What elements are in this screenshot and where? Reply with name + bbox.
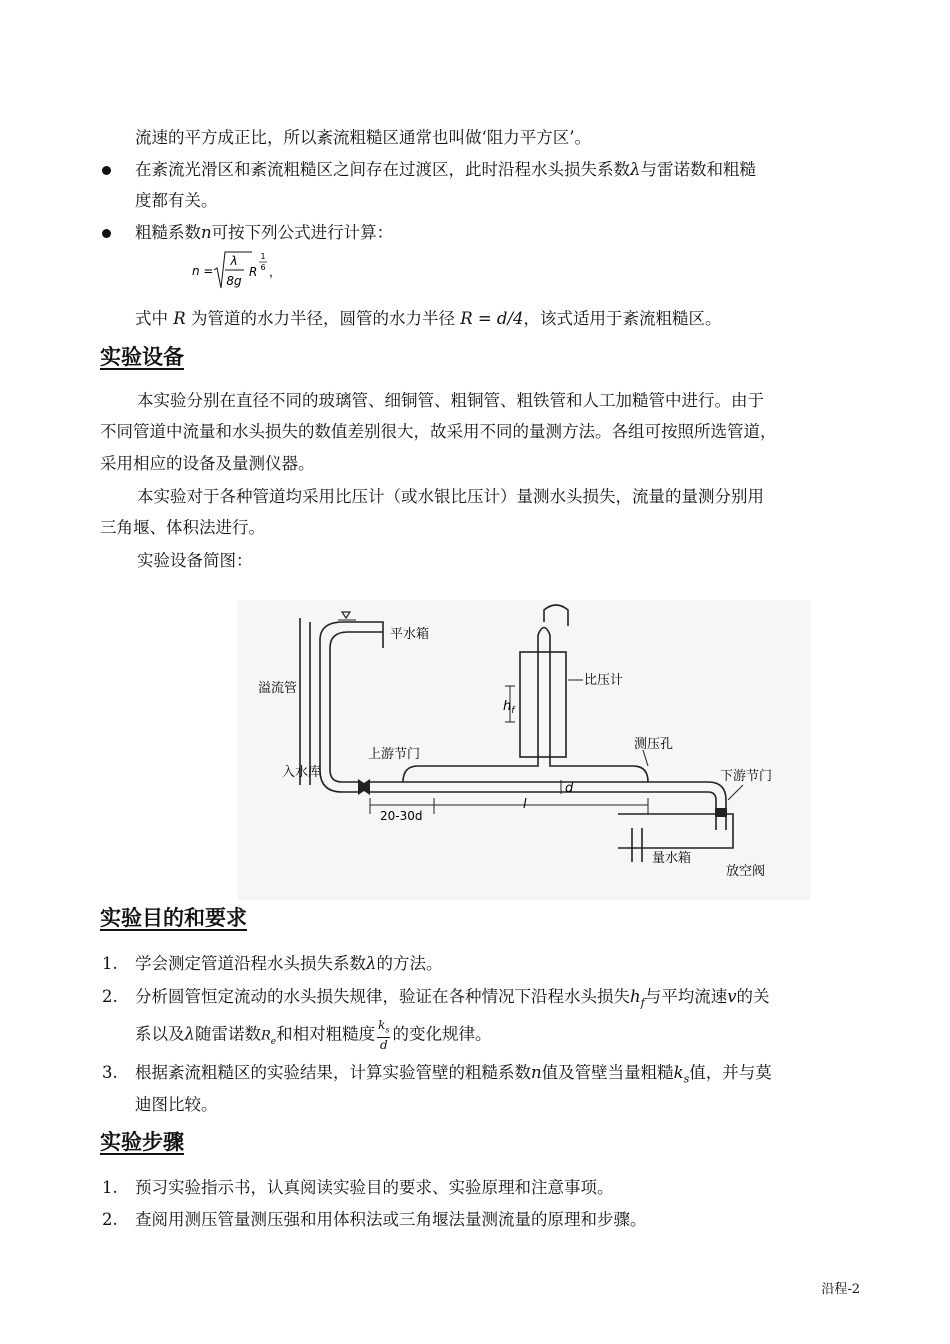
bullet-dot <box>102 229 111 238</box>
purpose-1: 学会测定管道沿程水头损失系数λ的方法。 <box>135 954 443 973</box>
label-entry-length: 20-30d <box>380 809 423 823</box>
formula-tail: ， <box>269 265 282 279</box>
apparatus-diagram <box>238 600 810 900</box>
section-heading-steps: 实验步骤 <box>100 1130 184 1154</box>
relative-roughness-fraction: $\frac{k_s}{d}$ <box>378 1018 390 1053</box>
page-footer: 沿程-2 <box>821 1282 860 1297</box>
equipment-paragraph-2-line-2: 三角堰、体积法进行。 <box>100 518 265 537</box>
purpose-2-line-2: 系以及λ随雷诺数$R_e$和相对粗糙度 $\frac{k_s}{d}$ 的变化规律。 <box>135 1018 492 1053</box>
bullet-dot <box>102 166 111 175</box>
formula-exp-num: 1 <box>260 252 266 261</box>
diagram-background <box>238 600 810 900</box>
formula-lhs: n = <box>192 264 214 278</box>
equipment-paragraph-1-line-3: 采用相应的设备及量测仪器。 <box>100 454 315 473</box>
formula-R: R <box>249 265 258 279</box>
label-tank: 平水箱 <box>390 627 430 642</box>
purpose-3-line-1: 根据紊流粗糙区的实验结果，计算实验管壁的粗糙系数n值及管壁当量粗糙$k_s$值，并与莫 <box>135 1063 772 1086</box>
step-2-number: 2. <box>102 1210 118 1229</box>
label-diameter: d <box>565 781 574 796</box>
formula-svg <box>192 248 332 296</box>
label-pressure-taps: 测压孔 <box>634 737 674 752</box>
formula-exp-den: 6 <box>260 263 266 272</box>
section-heading-equipment: 实验设备 <box>100 345 184 369</box>
paragraph-continuation: 流速的平方成正比，所以紊流粗糙区通常也叫做‘阻力平方区’。 <box>135 128 591 147</box>
label-overflow: 溢流管 <box>258 681 298 696</box>
bullet-1-line-1: 在紊流光滑区和紊流粗糙区之间存在过渡区，此时沿程水头损失系数λ与雷诺数和粗糙 <box>135 160 756 179</box>
section-heading-purpose: 实验目的和要求 <box>100 906 247 930</box>
label-drain-valve: 放空阀 <box>726 864 766 879</box>
manning-formula <box>192 248 332 296</box>
equipment-paragraph-2-line-1: 本实验对于各种管道均采用比压计（或水银比压计）量测水头损失，流量的量测分别用 <box>137 487 764 506</box>
downstream-valve-icon <box>715 808 727 817</box>
purpose-1-number: 1. <box>102 954 118 973</box>
purpose-2-line-1: 分析圆管恒定流动的水头损失规律，验证在各种情况下沿程水头损失$h_f$与平均流速v的关 <box>135 987 770 1010</box>
step-1: 预习实验指示书，认真阅读实验目的要求、实验原理和注意事项。 <box>135 1178 614 1197</box>
label-test-length: l <box>523 797 527 812</box>
equipment-diagram-caption: 实验设备简图： <box>137 551 253 570</box>
purpose-3-line-2: 迪图比较。 <box>135 1095 218 1114</box>
label-measuring-tank: 量水箱 <box>652 851 692 866</box>
label-upstream-valve: 上游节门 <box>368 747 421 762</box>
bullet-1-line-2: 度都有关。 <box>135 191 218 210</box>
equipment-paragraph-1-line-1: 本实验分别在直径不同的玻璃管、细铜管、粗铜管、粗铁管和人工加糙管中进行。由于 <box>137 391 764 410</box>
radius-explanation: 式中 R 为管道的水力半径，圆管的水力半径 R = d/4，该式适用于紊流粗糙区。 <box>135 309 722 328</box>
label-inlet: 入水库 <box>282 765 322 780</box>
step-1-number: 1. <box>102 1178 118 1197</box>
formula-num: λ <box>230 254 238 268</box>
equipment-paragraph-1-line-2: 不同管道中流量和水头损失的数值差别很大，故采用不同的量测方法。各组可按照所选管道， <box>100 422 777 441</box>
purpose-2-number: 2. <box>102 987 118 1006</box>
label-manometer: 比压计 <box>584 673 624 688</box>
purpose-3-number: 3. <box>102 1063 118 1082</box>
bullet-2-line: 粗糙系数n可按下列公式进行计算： <box>135 223 394 242</box>
formula-den: 8g <box>226 274 242 288</box>
label-hf: $h_f$ <box>503 699 515 716</box>
label-downstream-valve: 下游节门 <box>720 769 773 784</box>
step-2: 查阅用测压管量测压强和用体积法或三角堰法量测流量的原理和步骤。 <box>135 1210 647 1229</box>
